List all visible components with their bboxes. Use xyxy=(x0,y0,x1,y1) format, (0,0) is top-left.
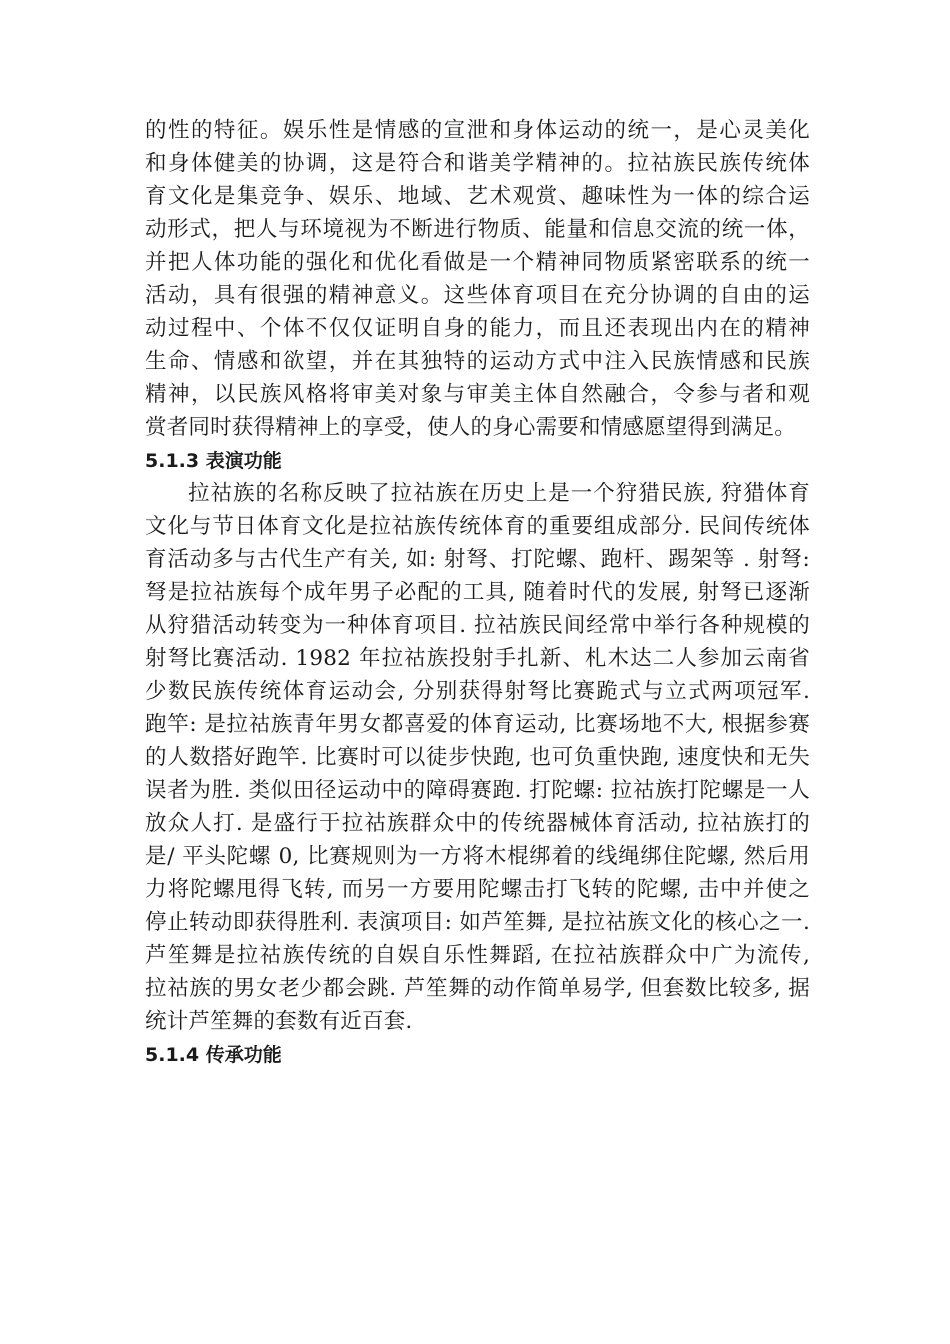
text-line: 弩是拉祜族每个成年男子必配的工具, 随着时代的发展, 射弩已逐渐 xyxy=(145,580,810,605)
text-line: 文化与节日体育文化是拉祜族传统体育的重要组成部分. 民间传统体 xyxy=(145,514,810,539)
text-line: 拉祜族的男女老少都会跳. 芦笙舞的动作简单易学, 但套数比较多, 据 xyxy=(145,976,810,1001)
section-heading-5-1-4: 5.1.4 传承功能 xyxy=(145,1044,282,1066)
text-line: 动过程中、个体不仅仅证明自身的能力，而且还表现出内在的精神 xyxy=(145,316,810,341)
text-line: 射弩比赛活动. 1982 年拉祜族投射手扎新、札木达二人参加云南省 xyxy=(145,646,810,671)
text-line: 从狩猎活动转变为一种体育项目. 拉祜族民间经常中举行各种规模的 xyxy=(145,613,810,638)
text-line: 和身体健美的协调，这是符合和谐美学精神的。拉祜族民族传统体 xyxy=(145,151,810,176)
text-line: 统计芦笙舞的套数有近百套. xyxy=(145,1009,413,1034)
text-line: 放众人打. 是盛行于拉祜族群众中的传统器械体育活动, 拉祜族打的 xyxy=(145,811,810,836)
text-line: 少数民族传统体育运动会, 分别获得射弩比赛跪式与立式两项冠军. xyxy=(145,679,810,704)
text-line: 的人数搭好跑竿. 比赛时可以徒步快跑, 也可负重快跑, 速度快和无失 xyxy=(145,745,810,770)
text-line: 的性的特征。娱乐性是情感的宣泄和身体运动的统一，是心灵美化 xyxy=(145,118,810,143)
text-line: 生命、情感和欲望，并在其独特的运动方式中注入民族情感和民族 xyxy=(145,349,810,374)
text-line: 误者为胜. 类似田径运动中的障碍赛跑. 打陀螺: 拉祜族打陀螺是一人 xyxy=(145,778,810,803)
text-line: 育文化是集竞争、娱乐、地域、艺术观赏、趣味性为一体的综合运 xyxy=(145,184,810,209)
text-line: 芦笙舞是拉祜族传统的自娱自乐性舞蹈, 在拉祜族群众中广为流传, xyxy=(145,943,810,968)
text-line: 精神，以民族风格将审美对象与审美主体自然融合，令参与者和观 xyxy=(145,382,810,407)
text-line: 育活动多与古代生产有关, 如: 射弩、打陀螺、跑杆、踢架等 . 射弩: xyxy=(145,547,810,572)
text-line: 跑竿: 是拉祜族青年男女都喜爱的体育运动, 比赛场地不大, 根据参赛 xyxy=(145,712,810,737)
text-line: 活动，具有很强的精神意义。这些体育项目在充分协调的自由的运 xyxy=(145,283,810,308)
text-line: 是/ 平头陀螺 0, 比赛规则为一方将木棍绑着的线绳绑住陀螺, 然后用 xyxy=(145,844,810,869)
text-line: 拉祜族的名称反映了拉祜族在历史上是一个狩猎民族, 狩猎体育 xyxy=(188,481,810,506)
text-line: 停止转动即获得胜利. 表演项目: 如芦笙舞, 是拉祜族文化的核心之一. xyxy=(145,910,810,935)
text-line: 力将陀螺甩得飞转, 而另一方要用陀螺击打飞转的陀螺, 击中并使之 xyxy=(145,877,810,902)
text-line: 动形式，把人与环境视为不断进行物质、能量和信息交流的统一体， xyxy=(145,217,810,242)
text-line: 赏者同时获得精神上的享受，使人的身心需要和情感愿望得到满足。 xyxy=(145,415,797,440)
section-heading-5-1-3: 5.1.3 表演功能 xyxy=(145,450,282,472)
text-line: 并把人体功能的强化和优化看做是一个精神同物质紧密联系的统一 xyxy=(145,250,810,275)
